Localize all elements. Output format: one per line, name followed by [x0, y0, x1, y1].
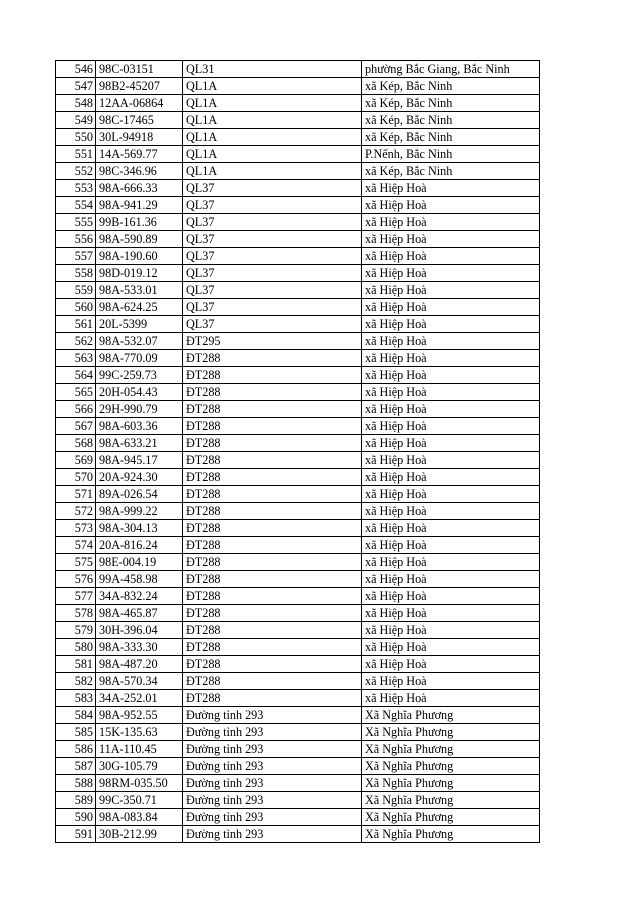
row-number: 576: [56, 571, 96, 588]
license-plate: 99C-350.71: [96, 792, 183, 809]
road-name: ĐT288: [183, 690, 362, 707]
license-plate: 98RM-035.50: [96, 775, 183, 792]
row-number: 547: [56, 78, 96, 95]
location: xã Hiệp Hoà: [362, 690, 540, 707]
table-row: [56, 724, 540, 741]
license-plate: 14A-569.77: [96, 146, 183, 163]
location: xã Hiệp Hoà: [362, 214, 540, 231]
license-plate: 98A-624.25: [96, 299, 183, 316]
license-plate: 98B2-45207: [96, 78, 183, 95]
road-name: QL37: [183, 282, 362, 299]
table-row: [56, 333, 540, 350]
table-row: [56, 129, 540, 146]
table-row: [56, 792, 540, 809]
road-name: QL1A: [183, 78, 362, 95]
license-plate: 98C-346.96: [96, 163, 183, 180]
license-plate: 98A-770.09: [96, 350, 183, 367]
location: xã Hiệp Hoà: [362, 367, 540, 384]
table-row: [56, 418, 540, 435]
row-number: 552: [56, 163, 96, 180]
row-number: 565: [56, 384, 96, 401]
table-row: [56, 520, 540, 537]
table-row: [56, 316, 540, 333]
license-plate: 89A-026.54: [96, 486, 183, 503]
license-plate: 11A-110.45: [96, 741, 183, 758]
table-row: [56, 741, 540, 758]
license-plate: 99C-259.73: [96, 367, 183, 384]
road-name: ĐT288: [183, 656, 362, 673]
road-name: Đường tỉnh 293: [183, 809, 362, 826]
road-name: ĐT288: [183, 350, 362, 367]
location: xã Hiệp Hoà: [362, 639, 540, 656]
row-number: 568: [56, 435, 96, 452]
location: xã Hiệp Hoà: [362, 248, 540, 265]
location: xã Hiệp Hoà: [362, 673, 540, 690]
location: xã Hiệp Hoà: [362, 469, 540, 486]
location: xã Hiệp Hoà: [362, 180, 540, 197]
road-name: QL37: [183, 197, 362, 214]
row-number: 590: [56, 809, 96, 826]
location: xã Hiệp Hoà: [362, 435, 540, 452]
location: xã Hiệp Hoà: [362, 520, 540, 537]
license-plate: 30H-396.04: [96, 622, 183, 639]
table-row: [56, 537, 540, 554]
license-plate: 34A-832.24: [96, 588, 183, 605]
row-number: 549: [56, 112, 96, 129]
road-name: Đường tỉnh 293: [183, 758, 362, 775]
location: xã Hiệp Hoà: [362, 537, 540, 554]
location: Xã Nghĩa Phương: [362, 707, 540, 724]
road-name: ĐT288: [183, 554, 362, 571]
row-number: 587: [56, 758, 96, 775]
road-name: QL1A: [183, 146, 362, 163]
license-plate: 34A-252.01: [96, 690, 183, 707]
license-plate: 98A-666.33: [96, 180, 183, 197]
row-number: 569: [56, 452, 96, 469]
location: xã Hiệp Hoà: [362, 350, 540, 367]
location: xã Hiệp Hoà: [362, 605, 540, 622]
table-row: [56, 384, 540, 401]
road-name: ĐT288: [183, 605, 362, 622]
road-name: ĐT288: [183, 384, 362, 401]
row-number: 556: [56, 231, 96, 248]
license-plate: 20A-816.24: [96, 537, 183, 554]
location: xã Hiệp Hoà: [362, 197, 540, 214]
license-plate: 98C-17465: [96, 112, 183, 129]
license-plate: 12AA-06864: [96, 95, 183, 112]
row-number: 564: [56, 367, 96, 384]
license-plate: 98A-945.17: [96, 452, 183, 469]
license-plate: 98A-570.34: [96, 673, 183, 690]
row-number: 584: [56, 707, 96, 724]
table-row: [56, 639, 540, 656]
table-row: [56, 350, 540, 367]
license-plate: 30G-105.79: [96, 758, 183, 775]
table-row: [56, 656, 540, 673]
road-name: ĐT288: [183, 622, 362, 639]
road-name: ĐT288: [183, 520, 362, 537]
row-number: 560: [56, 299, 96, 316]
table-row: [56, 180, 540, 197]
row-number: 546: [56, 61, 96, 78]
location: Xã Nghĩa Phương: [362, 792, 540, 809]
location: xã Kép, Bắc Ninh: [362, 163, 540, 180]
location: xã Kép, Bắc Ninh: [362, 95, 540, 112]
row-number: 575: [56, 554, 96, 571]
road-name: Đường tỉnh 293: [183, 741, 362, 758]
table-row: [56, 452, 540, 469]
road-name: ĐT288: [183, 503, 362, 520]
location: xã Hiệp Hoà: [362, 401, 540, 418]
license-plate: 20A-924.30: [96, 469, 183, 486]
row-number: 563: [56, 350, 96, 367]
location: Xã Nghĩa Phương: [362, 758, 540, 775]
location: Xã Nghĩa Phương: [362, 724, 540, 741]
license-plate: 98A-532.07: [96, 333, 183, 350]
table-row: [56, 435, 540, 452]
location: xã Hiệp Hoà: [362, 418, 540, 435]
row-number: 554: [56, 197, 96, 214]
location: xã Hiệp Hoà: [362, 486, 540, 503]
license-plate: 98C-03151: [96, 61, 183, 78]
row-number: 585: [56, 724, 96, 741]
row-number: 557: [56, 248, 96, 265]
table-row: [56, 605, 540, 622]
location: xã Hiệp Hoà: [362, 452, 540, 469]
license-plate: 98A-487.20: [96, 656, 183, 673]
table-row: [56, 401, 540, 418]
road-name: ĐT288: [183, 571, 362, 588]
row-number: 577: [56, 588, 96, 605]
road-name: ĐT288: [183, 486, 362, 503]
row-number: 572: [56, 503, 96, 520]
road-name: ĐT288: [183, 639, 362, 656]
location: xã Hiệp Hoà: [362, 571, 540, 588]
license-plate: 98A-190.60: [96, 248, 183, 265]
table-row: [56, 95, 540, 112]
road-name: ĐT288: [183, 435, 362, 452]
road-name: QL37: [183, 180, 362, 197]
row-number: 583: [56, 690, 96, 707]
road-name: QL1A: [183, 95, 362, 112]
license-plate: 20H-054.43: [96, 384, 183, 401]
license-plate: 98A-304.13: [96, 520, 183, 537]
license-plate: 15K-135.63: [96, 724, 183, 741]
location: Xã Nghĩa Phương: [362, 826, 540, 843]
row-number: 567: [56, 418, 96, 435]
road-name: Đường tỉnh 293: [183, 826, 362, 843]
table-row: [56, 690, 540, 707]
row-number: 573: [56, 520, 96, 537]
license-plate: 98A-603.36: [96, 418, 183, 435]
license-plate: 30B-212.99: [96, 826, 183, 843]
row-number: 555: [56, 214, 96, 231]
road-name: ĐT288: [183, 367, 362, 384]
table-row: [56, 265, 540, 282]
road-name: ĐT295: [183, 333, 362, 350]
row-number: 574: [56, 537, 96, 554]
road-name: Đường tỉnh 293: [183, 792, 362, 809]
location: xã Hiệp Hoà: [362, 231, 540, 248]
row-number: 579: [56, 622, 96, 639]
location: phường Bắc Giang, Bắc Ninh: [362, 61, 540, 78]
row-number: 550: [56, 129, 96, 146]
license-plate: 30L-94918: [96, 129, 183, 146]
location: xã Kép, Bắc Ninh: [362, 129, 540, 146]
location: xã Hiệp Hoà: [362, 554, 540, 571]
license-plate: 98A-633.21: [96, 435, 183, 452]
location: xã Hiệp Hoà: [362, 588, 540, 605]
road-name: QL1A: [183, 129, 362, 146]
location: xã Hiệp Hoà: [362, 299, 540, 316]
road-name: Đường tỉnh 293: [183, 775, 362, 792]
license-plate: 98A-533.01: [96, 282, 183, 299]
row-number: 570: [56, 469, 96, 486]
road-name: ĐT288: [183, 469, 362, 486]
table-row: [56, 469, 540, 486]
location: xã Kép, Bắc Ninh: [362, 78, 540, 95]
road-name: QL37: [183, 299, 362, 316]
road-name: ĐT288: [183, 418, 362, 435]
location: xã Hiệp Hoà: [362, 316, 540, 333]
violation-table: [55, 60, 540, 843]
road-name: QL1A: [183, 112, 362, 129]
license-plate: 99A-458.98: [96, 571, 183, 588]
location: xã Kép, Bắc Ninh: [362, 112, 540, 129]
road-name: ĐT288: [183, 401, 362, 418]
row-number: 551: [56, 146, 96, 163]
table-row: [56, 248, 540, 265]
table-row: [56, 486, 540, 503]
road-name: QL31: [183, 61, 362, 78]
location: Xã Nghĩa Phương: [362, 741, 540, 758]
table-row: [56, 554, 540, 571]
road-name: ĐT288: [183, 452, 362, 469]
row-number: 571: [56, 486, 96, 503]
road-name: QL1A: [183, 163, 362, 180]
road-name: QL37: [183, 316, 362, 333]
road-name: Đường tỉnh 293: [183, 724, 362, 741]
road-name: Đường tỉnh 293: [183, 707, 362, 724]
row-number: 553: [56, 180, 96, 197]
table-row: [56, 78, 540, 95]
table-row: [56, 282, 540, 299]
road-name: QL37: [183, 248, 362, 265]
table-row: [56, 673, 540, 690]
table-body: [56, 61, 540, 843]
row-number: 562: [56, 333, 96, 350]
row-number: 548: [56, 95, 96, 112]
table-row: [56, 367, 540, 384]
license-plate: 98A-083.84: [96, 809, 183, 826]
table-row: [56, 809, 540, 826]
location: xã Hiệp Hoà: [362, 333, 540, 350]
table-row: [56, 571, 540, 588]
row-number: 558: [56, 265, 96, 282]
location: xã Hiệp Hoà: [362, 622, 540, 639]
table-row: [56, 163, 540, 180]
table-row: [56, 197, 540, 214]
row-number: 586: [56, 741, 96, 758]
table-row: [56, 775, 540, 792]
location: xã Hiệp Hoà: [362, 282, 540, 299]
location: P.Nếnh, Bắc Ninh: [362, 146, 540, 163]
row-number: 566: [56, 401, 96, 418]
table-row: [56, 146, 540, 163]
license-plate: 98A-590.89: [96, 231, 183, 248]
table-row: [56, 707, 540, 724]
table-row: [56, 622, 540, 639]
license-plate: 98E-004.19: [96, 554, 183, 571]
license-plate: 98A-941.29: [96, 197, 183, 214]
road-name: QL37: [183, 265, 362, 282]
row-number: 589: [56, 792, 96, 809]
row-number: 559: [56, 282, 96, 299]
table-row: [56, 503, 540, 520]
location: xã Hiệp Hoà: [362, 503, 540, 520]
license-plate: 20L-5399: [96, 316, 183, 333]
table-row: [56, 588, 540, 605]
row-number: 578: [56, 605, 96, 622]
license-plate: 98A-999.22: [96, 503, 183, 520]
row-number: 588: [56, 775, 96, 792]
row-number: 561: [56, 316, 96, 333]
location: xã Hiệp Hoà: [362, 384, 540, 401]
license-plate: 98A-465.87: [96, 605, 183, 622]
road-name: ĐT288: [183, 673, 362, 690]
row-number: 591: [56, 826, 96, 843]
row-number: 580: [56, 639, 96, 656]
table-row: [56, 231, 540, 248]
license-plate: 98A-952.55: [96, 707, 183, 724]
location: Xã Nghĩa Phương: [362, 775, 540, 792]
location: Xã Nghĩa Phương: [362, 809, 540, 826]
table-row: [56, 758, 540, 775]
road-name: ĐT288: [183, 588, 362, 605]
location: xã Hiệp Hoà: [362, 656, 540, 673]
road-name: QL37: [183, 214, 362, 231]
license-plate: 29H-990.79: [96, 401, 183, 418]
road-name: QL37: [183, 231, 362, 248]
table-row: [56, 61, 540, 78]
license-plate: 98D-019.12: [96, 265, 183, 282]
location: xã Hiệp Hoà: [362, 265, 540, 282]
row-number: 582: [56, 673, 96, 690]
road-name: ĐT288: [183, 537, 362, 554]
license-plate: 99B-161.36: [96, 214, 183, 231]
license-plate: 98A-333.30: [96, 639, 183, 656]
table-row: [56, 299, 540, 316]
row-number: 581: [56, 656, 96, 673]
table-row: [56, 112, 540, 129]
table-row: [56, 826, 540, 843]
table-row: [56, 214, 540, 231]
